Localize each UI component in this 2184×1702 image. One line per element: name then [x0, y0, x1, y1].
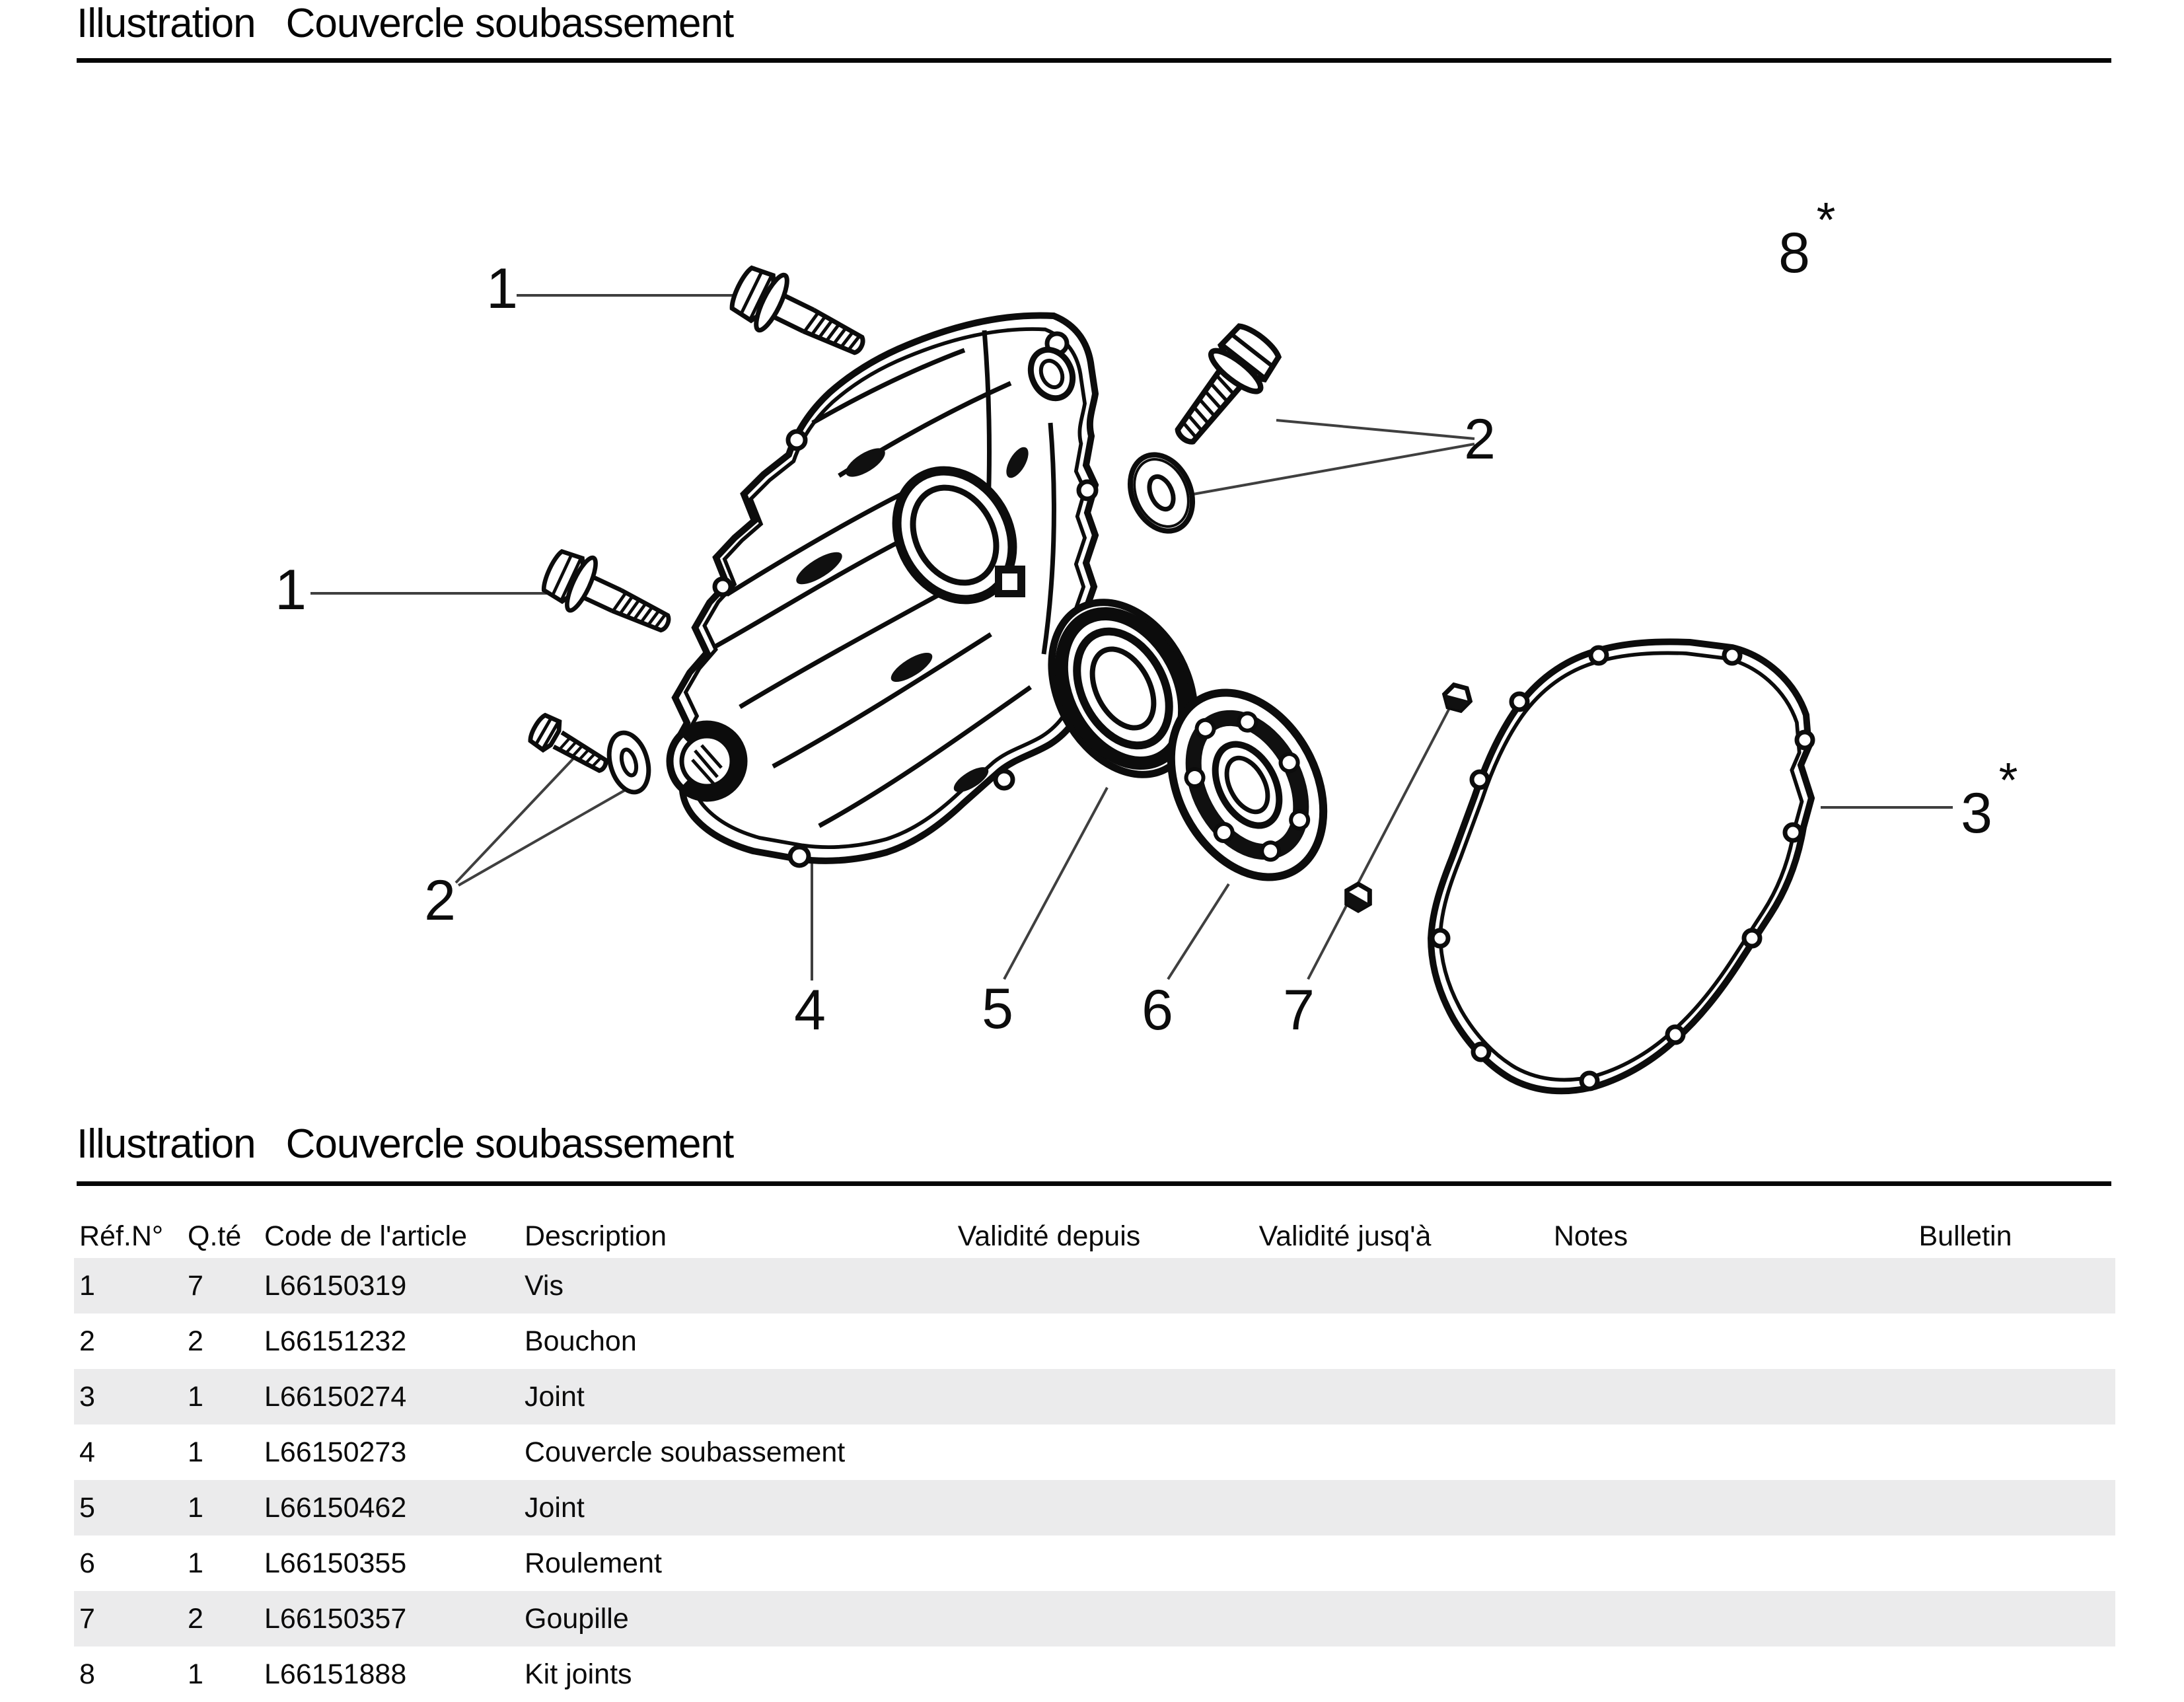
- callout-gasket-kit: 8: [1778, 221, 1810, 285]
- cell-qty: 2: [188, 1325, 203, 1357]
- column-header-notes: Notes: [1553, 1220, 1628, 1252]
- cell-validity-to: [1198, 1536, 1492, 1591]
- page-title-label: Illustration: [77, 1, 256, 46]
- cell-validity-to: [1198, 1258, 1492, 1314]
- callout-bearing: 6: [1142, 979, 1173, 1042]
- cell-validity-from: [900, 1591, 1198, 1646]
- cell-validity-to: [1198, 1480, 1492, 1536]
- cell-validity-to: [1198, 1314, 1492, 1369]
- parts-table: [74, 1220, 2115, 1702]
- callout-bolt-top: 1: [486, 257, 518, 320]
- column-header-ref: Réf.N°: [79, 1220, 164, 1252]
- column-header-bulletin: Bulletin: [1918, 1220, 2012, 1252]
- cell-validity-from: [900, 1424, 1198, 1480]
- table-section-title-label: Illustration: [77, 1121, 256, 1167]
- cell-notes: [1492, 1591, 1690, 1646]
- cell-code: L66150274: [259, 1369, 519, 1424]
- cell-qty: 2: [182, 1591, 259, 1646]
- callout-cover: 4: [794, 979, 826, 1042]
- column-header-qty: Q.té: [188, 1220, 242, 1252]
- callout-plug-left: 2: [424, 869, 456, 932]
- cell-validity-from: [900, 1480, 1198, 1536]
- cell-qty: 7: [182, 1258, 259, 1314]
- table-header-row: [74, 1220, 2115, 1258]
- cell-ref: 2: [79, 1325, 95, 1357]
- cell-description: Couvercle soubassement: [525, 1436, 846, 1468]
- cell-qty: 1: [188, 1436, 203, 1468]
- column-header-validity-to: Validité jusq'à: [1258, 1220, 1432, 1252]
- table-section-title-subject: Couvercle soubassement: [285, 1121, 734, 1167]
- cell-code: L66150273: [264, 1436, 407, 1468]
- callout-plug-right: 2: [1464, 408, 1496, 471]
- cell-ref: 5: [74, 1480, 182, 1536]
- cell-ref: 4: [79, 1436, 95, 1468]
- flange-bolt-top: [725, 259, 875, 374]
- plug-bolt-right: [1159, 318, 1286, 457]
- callout-pin: 7: [1283, 979, 1315, 1042]
- table-row: [74, 1258, 2115, 1314]
- table-row: [74, 1424, 2115, 1480]
- cell-description: Goupille: [519, 1591, 900, 1646]
- cell-ref: 1: [74, 1258, 182, 1314]
- table-title-rule: [77, 1181, 2111, 1186]
- column-header-description: Description: [525, 1220, 667, 1252]
- cell-ref: 8: [79, 1658, 95, 1690]
- pin-upper: [1441, 683, 1473, 712]
- cell-notes: [1492, 1369, 1690, 1424]
- cell-notes: [1492, 1536, 1690, 1591]
- cell-bulletin: [1690, 1258, 2115, 1314]
- cell-bulletin: [1690, 1369, 2115, 1424]
- cell-ref: 3: [74, 1369, 182, 1424]
- cell-validity-to: [1198, 1591, 1492, 1646]
- cell-validity-from: [900, 1646, 1198, 1702]
- table-row: [74, 1646, 2115, 1702]
- table-row: [74, 1480, 2115, 1536]
- cell-qty: 1: [182, 1369, 259, 1424]
- cell-description: Roulement: [525, 1547, 662, 1579]
- column-header-validity-from: Validité depuis: [957, 1220, 1141, 1252]
- cell-notes: [1492, 1258, 1690, 1314]
- cell-code: L66150357: [259, 1591, 519, 1646]
- callout-gasket-star: *: [1998, 753, 2018, 807]
- cell-code: L66151232: [264, 1325, 407, 1357]
- cell-description: Bouchon: [525, 1325, 637, 1357]
- cell-validity-to: [1198, 1369, 1492, 1424]
- table-row: [74, 1536, 2115, 1591]
- cell-qty: 1: [188, 1658, 203, 1690]
- parts-table-body: [74, 1258, 2115, 1702]
- plug-washer-left: [602, 728, 655, 797]
- plug-washer-right: [1118, 445, 1204, 540]
- cell-bulletin: [1690, 1536, 2115, 1591]
- cell-code: L66151888: [264, 1658, 407, 1690]
- cell-validity-to: [1198, 1424, 1492, 1480]
- column-header-code: Code de l'article: [264, 1220, 467, 1252]
- gasket-outline: [1431, 642, 1813, 1091]
- callout-gasket: 3: [1961, 782, 1992, 845]
- table-row: [74, 1314, 2115, 1369]
- cell-validity-from: [900, 1314, 1198, 1369]
- cell-validity-to: [1198, 1646, 1492, 1702]
- table-row: [74, 1369, 2115, 1424]
- cell-notes: [1492, 1314, 1690, 1369]
- page-title-subject: Couvercle soubassement: [285, 1, 734, 46]
- cell-notes: [1492, 1424, 1690, 1480]
- cell-description: Vis: [519, 1258, 900, 1314]
- cell-ref: 7: [74, 1591, 182, 1646]
- cell-notes: [1492, 1480, 1690, 1536]
- callout-seal: 5: [982, 977, 1013, 1041]
- cell-description: Kit joints: [525, 1658, 632, 1690]
- callout-gasket-kit-star: *: [1816, 192, 1836, 247]
- cover-square-port: [995, 566, 1025, 597]
- cell-qty: 1: [188, 1547, 203, 1579]
- cell-description: Joint: [519, 1369, 900, 1424]
- plug-screw-left: [527, 712, 613, 781]
- cell-bulletin: [1690, 1314, 2115, 1369]
- base-cover-drawing: [670, 315, 1096, 866]
- cell-bulletin: [1690, 1480, 2115, 1536]
- cell-code: L66150462: [259, 1480, 519, 1536]
- flange-bolt-left: [537, 543, 679, 650]
- callout-bolt-left: 1: [275, 558, 307, 622]
- table-section-title: [77, 1122, 733, 1167]
- cell-validity-from: [900, 1369, 1198, 1424]
- cell-validity-from: [900, 1536, 1198, 1591]
- cell-code: L66150355: [264, 1547, 407, 1579]
- table-row: [74, 1591, 2115, 1646]
- cell-bulletin: [1690, 1424, 2115, 1480]
- cell-validity-from: [900, 1258, 1198, 1314]
- cell-bulletin: [1690, 1646, 2115, 1702]
- cell-bulletin: [1690, 1591, 2115, 1646]
- cell-description: Joint: [519, 1480, 900, 1536]
- cell-qty: 1: [182, 1480, 259, 1536]
- cell-code: L66150319: [259, 1258, 519, 1314]
- cell-notes: [1492, 1646, 1690, 1702]
- cell-ref: 6: [79, 1547, 95, 1579]
- oil-sight-glass: [670, 724, 744, 798]
